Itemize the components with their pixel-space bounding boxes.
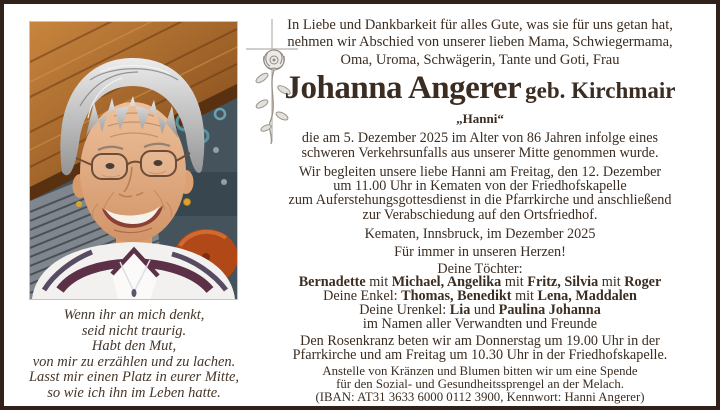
deceased-name-line: [243, 72, 717, 110]
death-line: schweren Verkehrsunfalls aus unserer Mitte genommen wurde.: [301, 144, 659, 161]
intro-line: Oma, Uroma, Schwägerin, Tante und Goti, Frau: [340, 51, 620, 68]
rosary-line: Pfarrkirche und am Freitag um 10.30 Uhr in der Friedhofskapelle.: [292, 346, 668, 363]
text-run: Fritz, Silvia: [527, 274, 599, 291]
maiden-name: geb. Kirchmair: [525, 78, 676, 104]
poem-line: seid nicht traurig.: [81, 322, 187, 339]
funeral-line: um 11.00 Uhr in Kematen von der Friedhofskapelle: [333, 178, 627, 195]
funeral-line: zur Verabschiedung auf den Ortsfriedhof.: [362, 206, 598, 223]
text-run: Lia: [449, 301, 471, 318]
funeral-paragraph: [243, 165, 717, 222]
nickname: „Hanni“: [456, 111, 504, 127]
relatives-line: im Namen aller Verwandten und Freunde: [362, 315, 598, 332]
notice-text: [243, 17, 717, 404]
text-run: Deine Urenkel:: [359, 301, 450, 318]
donation-paragraph: [243, 365, 717, 404]
deceased-name: Johanna Angerer: [284, 70, 522, 107]
poem-line: Lasst mir einen Platz in eurer Mitte,: [28, 369, 240, 386]
rosary-paragraph: [243, 334, 717, 363]
text-run: mit: [501, 274, 528, 291]
funeral-line: zum Auferstehungsgottesdienst in die Pfarrkirche und anschließend: [288, 192, 672, 209]
text-run: Bernadette: [298, 274, 366, 291]
herzen-line: Für immer in unseren Herzen!: [394, 244, 566, 261]
intro-paragraph: [243, 17, 717, 69]
death-paragraph: [243, 131, 717, 160]
text-run: Michael, Angelika: [391, 274, 502, 291]
memorial-poem: [4, 308, 264, 402]
text-run: mit: [365, 274, 392, 291]
poem-line: so wie ich ihn im Leben hatte.: [47, 384, 221, 401]
daughters-label: Deine Töchter:: [437, 260, 523, 277]
poem-line: Habt den Mut,: [91, 338, 177, 355]
text-run: mit: [511, 288, 538, 305]
family-block: [243, 260, 717, 332]
place-date-line: Kematen, Innsbruck, im Dezember 2025: [364, 226, 596, 242]
poem-line: Wenn ihr an mich denkt,: [63, 307, 205, 323]
donation-line: für den Sozial- und Gesundheitssprengel an der Melach.: [336, 377, 624, 392]
death-line: die am 5. Dezember 2025 im Alter von 86 Jahren infolge eines: [301, 130, 659, 147]
donation-line: (IBAN: AT31 3633 6000 0112 3900, Kennwort: Hanni Angerer): [315, 390, 645, 405]
intro-line: nehmen wir Abschied von unserer lieben Mama, Schwiegermama,: [287, 34, 673, 51]
intro-line: In Liebe und Dankbarkeit für alles Gute, was sie für uns getan hat,: [287, 17, 673, 33]
text-run: Roger: [624, 274, 662, 291]
text-run: mit: [598, 274, 625, 291]
text-run: Thomas, Benedikt: [401, 288, 512, 305]
donation-line: Anstelle von Kränzen und Blumen bitten wir um eine Spende: [322, 364, 638, 379]
text-run: Deine Enkel:: [323, 288, 402, 305]
text-run: und: [470, 301, 499, 318]
text-run: Paulina Johanna: [498, 301, 601, 318]
poem-line: von mir zu erzählen und zu lachen.: [32, 353, 236, 370]
portrait-photo: [29, 21, 238, 300]
rosary-line: Den Rosenkranz beten wir am Donnerstag um 19.00 Uhr in der: [300, 332, 660, 349]
text-run: Lena, Maddalen: [537, 288, 637, 305]
funeral-line: Wir begleiten unsere liebe Hanni am Freitag, den 12. Dezember: [298, 163, 662, 180]
portrait-photo-illustration: [30, 22, 237, 299]
